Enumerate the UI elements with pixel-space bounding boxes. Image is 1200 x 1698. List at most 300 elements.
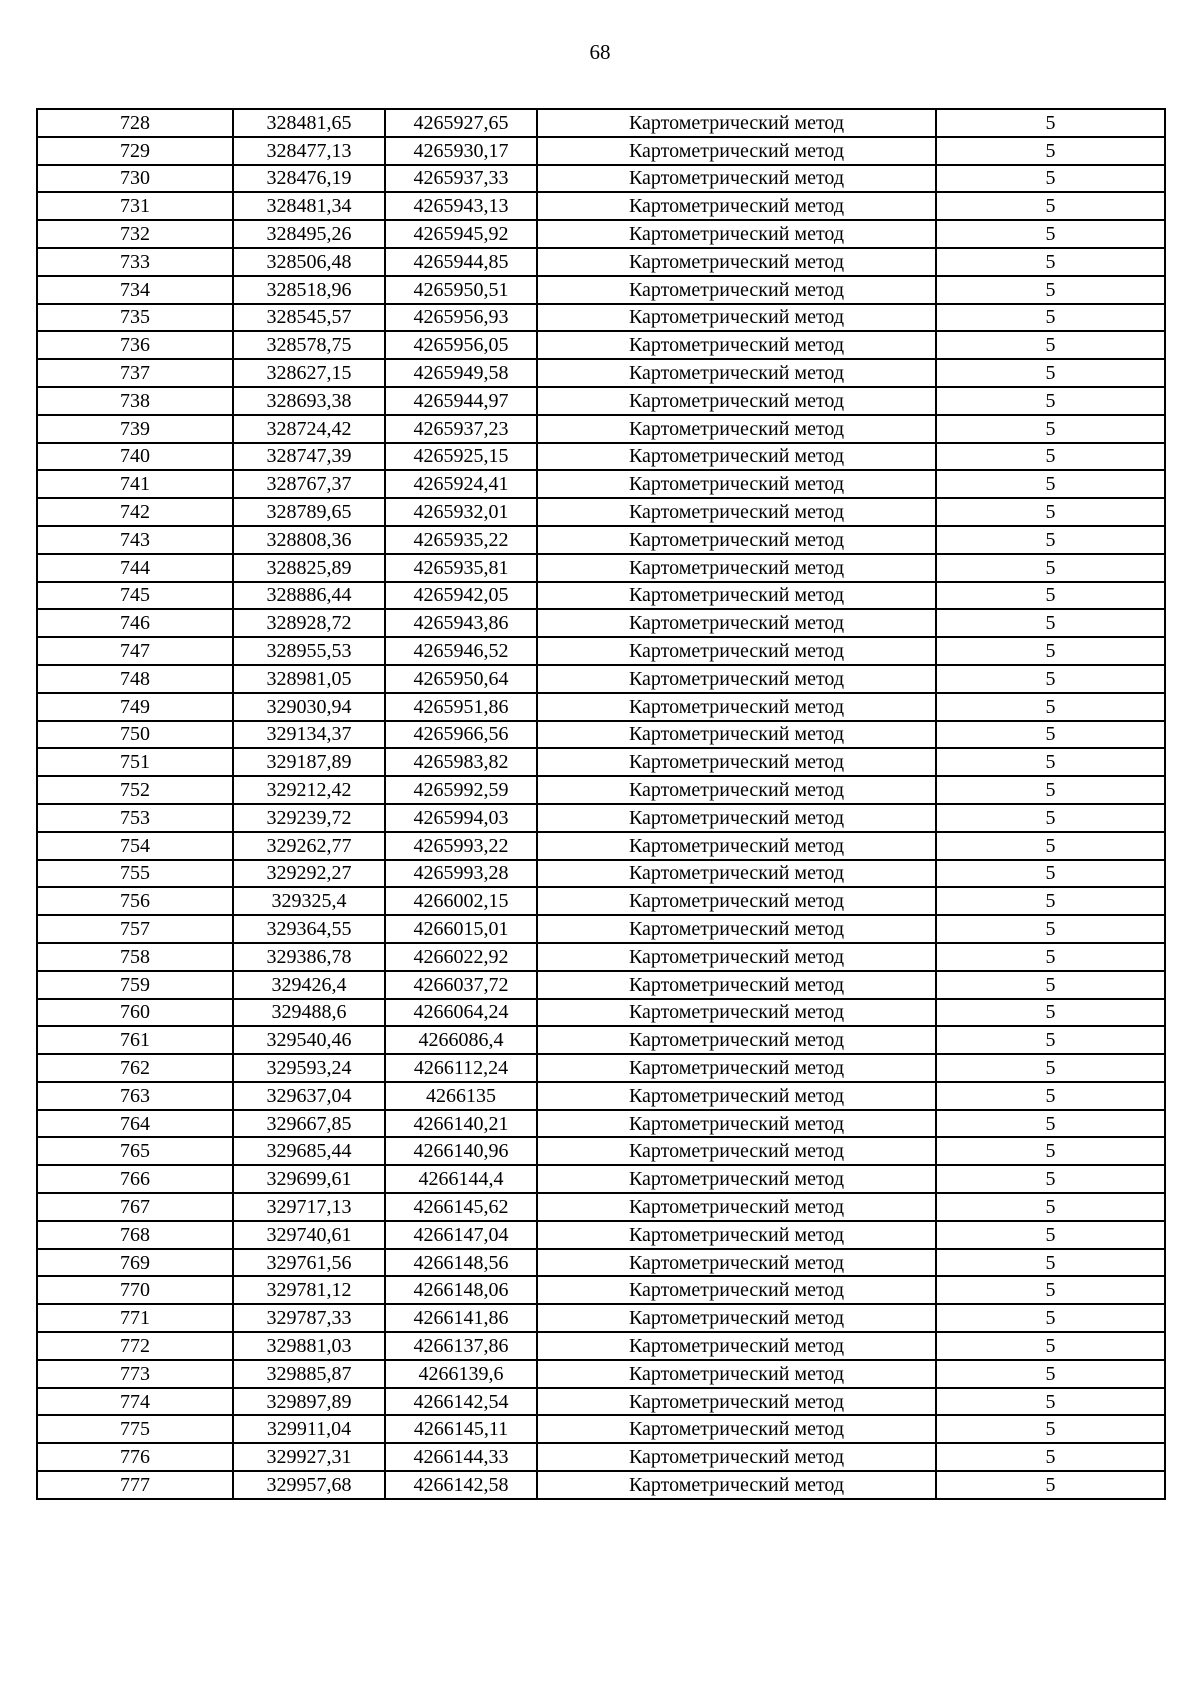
accuracy-cell: 5 <box>936 1221 1165 1249</box>
accuracy-cell: 5 <box>936 1110 1165 1138</box>
y-coordinate-cell: 4265937,33 <box>385 165 537 193</box>
y-coordinate-cell: 4265930,17 <box>385 137 537 165</box>
y-coordinate-cell: 4266148,56 <box>385 1249 537 1277</box>
accuracy-cell: 5 <box>936 609 1165 637</box>
accuracy-cell: 5 <box>936 387 1165 415</box>
table-row <box>37 137 1165 165</box>
y-coordinate-cell: 4266015,01 <box>385 915 537 943</box>
x-coordinate-cell: 328747,39 <box>233 443 385 471</box>
point-number-cell: 773 <box>37 1360 233 1388</box>
y-coordinate-cell: 4266140,21 <box>385 1110 537 1138</box>
accuracy-cell: 5 <box>936 1054 1165 1082</box>
y-coordinate-cell: 4266142,58 <box>385 1471 537 1499</box>
method-cell: Картометрический метод <box>537 248 936 276</box>
accuracy-cell: 5 <box>936 999 1165 1027</box>
point-number-cell: 756 <box>37 887 233 915</box>
page-number: 68 <box>589 40 611 64</box>
y-coordinate-cell: 4266144,33 <box>385 1443 537 1471</box>
y-coordinate-cell: 4265956,93 <box>385 304 537 332</box>
y-coordinate-cell: 4265932,01 <box>385 498 537 526</box>
accuracy-cell: 5 <box>936 887 1165 915</box>
x-coordinate-cell: 328808,36 <box>233 526 385 554</box>
point-number-cell: 734 <box>37 276 233 304</box>
y-coordinate-cell: 4265935,22 <box>385 526 537 554</box>
table-row <box>37 443 1165 471</box>
accuracy-cell: 5 <box>936 748 1165 776</box>
method-cell: Картометрический метод <box>537 165 936 193</box>
table-row <box>37 331 1165 359</box>
point-number-cell: 769 <box>37 1249 233 1277</box>
y-coordinate-cell: 4265927,65 <box>385 109 537 137</box>
point-number-cell: 768 <box>37 1221 233 1249</box>
accuracy-cell: 5 <box>936 971 1165 999</box>
accuracy-cell: 5 <box>936 1360 1165 1388</box>
y-coordinate-cell: 4265925,15 <box>385 443 537 471</box>
method-cell: Картометрический метод <box>537 1221 936 1249</box>
table-row <box>37 915 1165 943</box>
method-cell: Картометрический метод <box>537 999 936 1027</box>
accuracy-cell: 5 <box>936 1249 1165 1277</box>
point-number-cell: 754 <box>37 832 233 860</box>
method-cell: Картометрический метод <box>537 887 936 915</box>
method-cell: Картометрический метод <box>537 582 936 610</box>
method-cell: Картометрический метод <box>537 971 936 999</box>
x-coordinate-cell: 329262,77 <box>233 832 385 860</box>
accuracy-cell: 5 <box>936 331 1165 359</box>
method-cell: Картометрический метод <box>537 1415 936 1443</box>
x-coordinate-cell: 328825,89 <box>233 554 385 582</box>
x-coordinate-cell: 329212,42 <box>233 776 385 804</box>
accuracy-cell: 5 <box>936 554 1165 582</box>
accuracy-cell: 5 <box>936 1026 1165 1054</box>
point-number-cell: 764 <box>37 1110 233 1138</box>
point-number-cell: 774 <box>37 1388 233 1416</box>
point-number-cell: 760 <box>37 999 233 1027</box>
point-number-cell: 729 <box>37 137 233 165</box>
table-row <box>37 582 1165 610</box>
y-coordinate-cell: 4265966,56 <box>385 721 537 749</box>
x-coordinate-cell: 329781,12 <box>233 1276 385 1304</box>
point-number-cell: 745 <box>37 582 233 610</box>
x-coordinate-cell: 328886,44 <box>233 582 385 610</box>
method-cell: Картометрический метод <box>537 1026 936 1054</box>
table-row <box>37 304 1165 332</box>
x-coordinate-cell: 328545,57 <box>233 304 385 332</box>
method-cell: Картометрический метод <box>537 526 936 554</box>
method-cell: Картометрический метод <box>537 1249 936 1277</box>
accuracy-cell: 5 <box>936 1165 1165 1193</box>
method-cell: Картометрический метод <box>537 1443 936 1471</box>
table-row <box>37 1249 1165 1277</box>
point-number-cell: 742 <box>37 498 233 526</box>
y-coordinate-cell: 4265950,51 <box>385 276 537 304</box>
method-cell: Картометрический метод <box>537 359 936 387</box>
method-cell: Картометрический метод <box>537 192 936 220</box>
x-coordinate-cell: 328578,75 <box>233 331 385 359</box>
method-cell: Картометрический метод <box>537 1165 936 1193</box>
point-number-cell: 762 <box>37 1054 233 1082</box>
point-number-cell: 766 <box>37 1165 233 1193</box>
point-number-cell: 748 <box>37 665 233 693</box>
method-cell: Картометрический метод <box>537 637 936 665</box>
table-row <box>37 971 1165 999</box>
method-cell: Картометрический метод <box>537 220 936 248</box>
accuracy-cell: 5 <box>936 693 1165 721</box>
y-coordinate-cell: 4266140,96 <box>385 1137 537 1165</box>
x-coordinate-cell: 329885,87 <box>233 1360 385 1388</box>
point-number-cell: 740 <box>37 443 233 471</box>
x-coordinate-cell: 329717,13 <box>233 1193 385 1221</box>
x-coordinate-cell: 328767,37 <box>233 470 385 498</box>
table-row <box>37 999 1165 1027</box>
table-row <box>37 165 1165 193</box>
x-coordinate-cell: 328955,53 <box>233 637 385 665</box>
accuracy-cell: 5 <box>936 582 1165 610</box>
accuracy-cell: 5 <box>936 415 1165 443</box>
x-coordinate-cell: 329911,04 <box>233 1415 385 1443</box>
table-row <box>37 192 1165 220</box>
method-cell: Картометрический метод <box>537 776 936 804</box>
method-cell: Картометрический метод <box>537 1137 936 1165</box>
method-cell: Картометрический метод <box>537 804 936 832</box>
x-coordinate-cell: 328476,19 <box>233 165 385 193</box>
table-row <box>37 1054 1165 1082</box>
table-row <box>37 1471 1165 1499</box>
x-coordinate-cell: 328481,34 <box>233 192 385 220</box>
accuracy-cell: 5 <box>936 109 1165 137</box>
point-number-cell: 775 <box>37 1415 233 1443</box>
x-coordinate-cell: 328693,38 <box>233 387 385 415</box>
x-coordinate-cell: 329637,04 <box>233 1082 385 1110</box>
point-number-cell: 738 <box>37 387 233 415</box>
method-cell: Картометрический метод <box>537 1471 936 1499</box>
point-number-cell: 730 <box>37 165 233 193</box>
y-coordinate-cell: 4265949,58 <box>385 359 537 387</box>
table-row <box>37 1165 1165 1193</box>
x-coordinate-cell: 328724,42 <box>233 415 385 443</box>
point-number-cell: 752 <box>37 776 233 804</box>
y-coordinate-cell: 4265993,22 <box>385 832 537 860</box>
accuracy-cell: 5 <box>936 1443 1165 1471</box>
y-coordinate-cell: 4265950,64 <box>385 665 537 693</box>
y-coordinate-cell: 4265994,03 <box>385 804 537 832</box>
x-coordinate-cell: 328495,26 <box>233 220 385 248</box>
table-row <box>37 943 1165 971</box>
point-number-cell: 733 <box>37 248 233 276</box>
accuracy-cell: 5 <box>936 248 1165 276</box>
accuracy-cell: 5 <box>936 637 1165 665</box>
table-row <box>37 1443 1165 1471</box>
accuracy-cell: 5 <box>936 1415 1165 1443</box>
y-coordinate-cell: 4266037,72 <box>385 971 537 999</box>
point-number-cell: 741 <box>37 470 233 498</box>
x-coordinate-cell: 329957,68 <box>233 1471 385 1499</box>
accuracy-cell: 5 <box>936 443 1165 471</box>
table-row <box>37 832 1165 860</box>
point-number-cell: 772 <box>37 1332 233 1360</box>
y-coordinate-cell: 4265993,28 <box>385 860 537 888</box>
point-number-cell: 750 <box>37 721 233 749</box>
table-row <box>37 1304 1165 1332</box>
method-cell: Картометрический метод <box>537 1110 936 1138</box>
table-row <box>37 637 1165 665</box>
point-number-cell: 763 <box>37 1082 233 1110</box>
table-row <box>37 1221 1165 1249</box>
y-coordinate-cell: 4266144,4 <box>385 1165 537 1193</box>
method-cell: Картометрический метод <box>537 693 936 721</box>
point-number-cell: 736 <box>37 331 233 359</box>
method-cell: Картометрический метод <box>537 331 936 359</box>
method-cell: Картометрический метод <box>537 304 936 332</box>
method-cell: Картометрический метод <box>537 1304 936 1332</box>
coordinates-table-body <box>37 109 1165 1499</box>
point-number-cell: 728 <box>37 109 233 137</box>
accuracy-cell: 5 <box>936 220 1165 248</box>
table-row <box>37 860 1165 888</box>
point-number-cell: 767 <box>37 1193 233 1221</box>
accuracy-cell: 5 <box>936 276 1165 304</box>
method-cell: Картометрический метод <box>537 1360 936 1388</box>
method-cell: Картометрический метод <box>537 109 936 137</box>
point-number-cell: 765 <box>37 1137 233 1165</box>
table-row <box>37 1360 1165 1388</box>
x-coordinate-cell: 329325,4 <box>233 887 385 915</box>
point-number-cell: 770 <box>37 1276 233 1304</box>
x-coordinate-cell: 328928,72 <box>233 609 385 637</box>
y-coordinate-cell: 4266148,06 <box>385 1276 537 1304</box>
x-coordinate-cell: 329030,94 <box>233 693 385 721</box>
accuracy-cell: 5 <box>936 137 1165 165</box>
table-row <box>37 665 1165 693</box>
table-row <box>37 415 1165 443</box>
point-number-cell: 732 <box>37 220 233 248</box>
point-number-cell: 743 <box>37 526 233 554</box>
table-row <box>37 887 1165 915</box>
accuracy-cell: 5 <box>936 470 1165 498</box>
point-number-cell: 751 <box>37 748 233 776</box>
y-coordinate-cell: 4265944,97 <box>385 387 537 415</box>
table-row <box>37 276 1165 304</box>
table-row <box>37 1137 1165 1165</box>
x-coordinate-cell: 329134,37 <box>233 721 385 749</box>
point-number-cell: 771 <box>37 1304 233 1332</box>
method-cell: Картометрический метод <box>537 276 936 304</box>
point-number-cell: 746 <box>37 609 233 637</box>
table-row <box>37 776 1165 804</box>
y-coordinate-cell: 4265942,05 <box>385 582 537 610</box>
accuracy-cell: 5 <box>936 943 1165 971</box>
point-number-cell: 759 <box>37 971 233 999</box>
point-number-cell: 739 <box>37 415 233 443</box>
method-cell: Картометрический метод <box>537 665 936 693</box>
point-number-cell: 755 <box>37 860 233 888</box>
y-coordinate-cell: 4266145,62 <box>385 1193 537 1221</box>
method-cell: Картометрический метод <box>537 498 936 526</box>
method-cell: Картометрический метод <box>537 470 936 498</box>
coordinates-table <box>36 108 1166 1500</box>
point-number-cell: 761 <box>37 1026 233 1054</box>
x-coordinate-cell: 329927,31 <box>233 1443 385 1471</box>
y-coordinate-cell: 4266147,04 <box>385 1221 537 1249</box>
method-cell: Картометрический метод <box>537 1332 936 1360</box>
y-coordinate-cell: 4266145,11 <box>385 1415 537 1443</box>
accuracy-cell: 5 <box>936 1471 1165 1499</box>
accuracy-cell: 5 <box>936 776 1165 804</box>
table-row <box>37 498 1165 526</box>
method-cell: Картометрический метод <box>537 748 936 776</box>
y-coordinate-cell: 4265992,59 <box>385 776 537 804</box>
point-number-cell: 735 <box>37 304 233 332</box>
accuracy-cell: 5 <box>936 832 1165 860</box>
accuracy-cell: 5 <box>936 1304 1165 1332</box>
table-row <box>37 1110 1165 1138</box>
point-number-cell: 747 <box>37 637 233 665</box>
accuracy-cell: 5 <box>936 1193 1165 1221</box>
y-coordinate-cell: 4265937,23 <box>385 415 537 443</box>
table-row <box>37 248 1165 276</box>
method-cell: Картометрический метод <box>537 832 936 860</box>
x-coordinate-cell: 329699,61 <box>233 1165 385 1193</box>
y-coordinate-cell: 4266002,15 <box>385 887 537 915</box>
accuracy-cell: 5 <box>936 1137 1165 1165</box>
point-number-cell: 737 <box>37 359 233 387</box>
accuracy-cell: 5 <box>936 192 1165 220</box>
method-cell: Картометрический метод <box>537 915 936 943</box>
y-coordinate-cell: 4266139,6 <box>385 1360 537 1388</box>
point-number-cell: 753 <box>37 804 233 832</box>
y-coordinate-cell: 4266022,92 <box>385 943 537 971</box>
x-coordinate-cell: 329740,61 <box>233 1221 385 1249</box>
table-row <box>37 609 1165 637</box>
x-coordinate-cell: 328481,65 <box>233 109 385 137</box>
method-cell: Картометрический метод <box>537 137 936 165</box>
y-coordinate-cell: 4265946,52 <box>385 637 537 665</box>
accuracy-cell: 5 <box>936 1388 1165 1416</box>
point-number-cell: 777 <box>37 1471 233 1499</box>
y-coordinate-cell: 4266064,24 <box>385 999 537 1027</box>
method-cell: Картометрический метод <box>537 1054 936 1082</box>
accuracy-cell: 5 <box>936 165 1165 193</box>
point-number-cell: 749 <box>37 693 233 721</box>
method-cell: Картометрический метод <box>537 387 936 415</box>
point-number-cell: 776 <box>37 1443 233 1471</box>
point-number-cell: 731 <box>37 192 233 220</box>
x-coordinate-cell: 328518,96 <box>233 276 385 304</box>
y-coordinate-cell: 4266137,86 <box>385 1332 537 1360</box>
y-coordinate-cell: 4266135 <box>385 1082 537 1110</box>
point-number-cell: 744 <box>37 554 233 582</box>
y-coordinate-cell: 4266141,86 <box>385 1304 537 1332</box>
x-coordinate-cell: 328506,48 <box>233 248 385 276</box>
method-cell: Картометрический метод <box>537 443 936 471</box>
method-cell: Картометрический метод <box>537 1193 936 1221</box>
y-coordinate-cell: 4265935,81 <box>385 554 537 582</box>
x-coordinate-cell: 329593,24 <box>233 1054 385 1082</box>
x-coordinate-cell: 329667,85 <box>233 1110 385 1138</box>
table-row <box>37 804 1165 832</box>
x-coordinate-cell: 329787,33 <box>233 1304 385 1332</box>
method-cell: Картометрический метод <box>537 1388 936 1416</box>
y-coordinate-cell: 4265924,41 <box>385 470 537 498</box>
method-cell: Картометрический метод <box>537 1276 936 1304</box>
table-row <box>37 387 1165 415</box>
y-coordinate-cell: 4265983,82 <box>385 748 537 776</box>
point-number-cell: 757 <box>37 915 233 943</box>
point-number-cell: 758 <box>37 943 233 971</box>
y-coordinate-cell: 4265944,85 <box>385 248 537 276</box>
method-cell: Картометрический метод <box>537 609 936 637</box>
method-cell: Картометрический метод <box>537 721 936 749</box>
table-row <box>37 1193 1165 1221</box>
x-coordinate-cell: 328627,15 <box>233 359 385 387</box>
table-row <box>37 554 1165 582</box>
y-coordinate-cell: 4265945,92 <box>385 220 537 248</box>
table-row <box>37 748 1165 776</box>
method-cell: Картометрический метод <box>537 554 936 582</box>
x-coordinate-cell: 328789,65 <box>233 498 385 526</box>
table-row <box>37 1276 1165 1304</box>
accuracy-cell: 5 <box>936 665 1165 693</box>
accuracy-cell: 5 <box>936 1276 1165 1304</box>
table-row <box>37 693 1165 721</box>
table-row <box>37 1388 1165 1416</box>
x-coordinate-cell: 329881,03 <box>233 1332 385 1360</box>
table-row <box>37 109 1165 137</box>
method-cell: Картометрический метод <box>537 943 936 971</box>
accuracy-cell: 5 <box>936 804 1165 832</box>
x-coordinate-cell: 329426,4 <box>233 971 385 999</box>
y-coordinate-cell: 4265943,13 <box>385 192 537 220</box>
table-row <box>37 1082 1165 1110</box>
x-coordinate-cell: 329386,78 <box>233 943 385 971</box>
method-cell: Картометрический метод <box>537 415 936 443</box>
method-cell: Картометрический метод <box>537 860 936 888</box>
x-coordinate-cell: 329292,27 <box>233 860 385 888</box>
method-cell: Картометрический метод <box>537 1082 936 1110</box>
y-coordinate-cell: 4266142,54 <box>385 1388 537 1416</box>
y-coordinate-cell: 4265943,86 <box>385 609 537 637</box>
accuracy-cell: 5 <box>936 526 1165 554</box>
table-row <box>37 220 1165 248</box>
x-coordinate-cell: 329897,89 <box>233 1388 385 1416</box>
accuracy-cell: 5 <box>936 1082 1165 1110</box>
x-coordinate-cell: 329364,55 <box>233 915 385 943</box>
accuracy-cell: 5 <box>936 304 1165 332</box>
accuracy-cell: 5 <box>936 860 1165 888</box>
x-coordinate-cell: 329488,6 <box>233 999 385 1027</box>
x-coordinate-cell: 329761,56 <box>233 1249 385 1277</box>
x-coordinate-cell: 328981,05 <box>233 665 385 693</box>
x-coordinate-cell: 329239,72 <box>233 804 385 832</box>
table-row <box>37 1026 1165 1054</box>
table-row <box>37 470 1165 498</box>
accuracy-cell: 5 <box>936 1332 1165 1360</box>
accuracy-cell: 5 <box>936 915 1165 943</box>
x-coordinate-cell: 329187,89 <box>233 748 385 776</box>
y-coordinate-cell: 4266086,4 <box>385 1026 537 1054</box>
y-coordinate-cell: 4266112,24 <box>385 1054 537 1082</box>
accuracy-cell: 5 <box>936 498 1165 526</box>
table-row <box>37 526 1165 554</box>
accuracy-cell: 5 <box>936 721 1165 749</box>
x-coordinate-cell: 328477,13 <box>233 137 385 165</box>
x-coordinate-cell: 329540,46 <box>233 1026 385 1054</box>
table-row <box>37 1415 1165 1443</box>
table-row <box>37 721 1165 749</box>
x-coordinate-cell: 329685,44 <box>233 1137 385 1165</box>
table-row <box>37 359 1165 387</box>
accuracy-cell: 5 <box>936 359 1165 387</box>
